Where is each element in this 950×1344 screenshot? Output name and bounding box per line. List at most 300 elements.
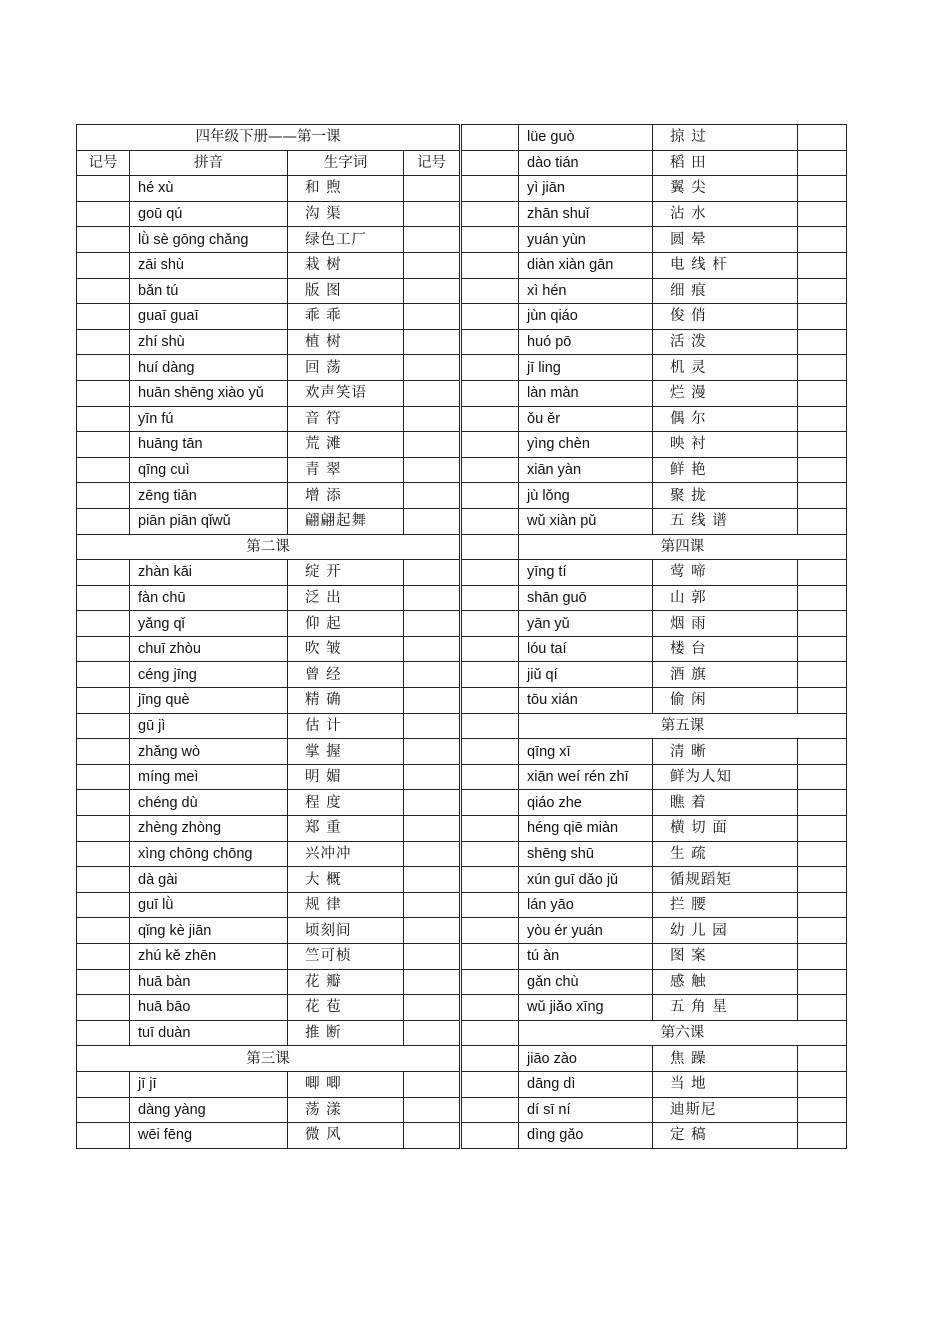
mark-cell (404, 995, 461, 1021)
mark-cell (461, 380, 519, 406)
mark-cell (798, 636, 847, 662)
mark-cell (404, 380, 461, 406)
word-cell: 烟 雨 (653, 611, 798, 637)
mark-cell (404, 688, 461, 714)
mark-cell (77, 201, 130, 227)
mark-cell (77, 585, 130, 611)
table-row (77, 841, 847, 867)
pinyin-cell: shēng shū (519, 841, 653, 867)
mark-cell (404, 790, 461, 816)
pinyin-cell: lóu taí (519, 636, 653, 662)
mark-cell (798, 227, 847, 253)
word-cell: 细 痕 (653, 278, 798, 304)
mark-cell (798, 1097, 847, 1123)
mark-cell (798, 892, 847, 918)
word-cell: 栽 树 (288, 252, 404, 278)
word-cell: 偷 闲 (653, 688, 798, 714)
mark-cell (77, 739, 130, 765)
pinyin-cell: ǒu ěr (519, 406, 653, 432)
pinyin-cell: xiān yàn (519, 457, 653, 483)
mark-cell (77, 227, 130, 253)
mark-cell (461, 892, 519, 918)
mark-cell (461, 688, 519, 714)
mark-cell (404, 892, 461, 918)
mark-cell (77, 611, 130, 637)
table-row (77, 918, 847, 944)
mark-cell (798, 406, 847, 432)
mark-cell (461, 1046, 519, 1072)
section-title-lesson5: 第五课 (519, 713, 847, 739)
pinyin-cell: lüe guò (519, 125, 653, 151)
mark-cell (798, 611, 847, 637)
mark-cell (77, 636, 130, 662)
mark-cell (461, 790, 519, 816)
pinyin-cell: huí dàng (130, 355, 288, 381)
word-cell: 回 荡 (288, 355, 404, 381)
table-row (77, 713, 847, 739)
pinyin-cell: huā bāo (130, 995, 288, 1021)
mark-cell (461, 457, 519, 483)
pinyin-cell: zhàn kāi (130, 560, 288, 586)
word-cell: 青 翠 (288, 457, 404, 483)
word-cell: 横 切 面 (653, 816, 798, 842)
table-row (77, 944, 847, 970)
mark-cell (798, 380, 847, 406)
mark-cell (461, 1123, 519, 1149)
table-row (77, 201, 847, 227)
mark-cell (461, 1071, 519, 1097)
pinyin-cell: jī jī (130, 1071, 288, 1097)
pinyin-cell: zhǎng wò (130, 739, 288, 765)
word-cell: 音 符 (288, 406, 404, 432)
pinyin-cell: guaī guaī (130, 304, 288, 330)
mark-cell (77, 1097, 130, 1123)
word-cell: 规 律 (288, 892, 404, 918)
mark-cell (77, 329, 130, 355)
word-cell: 酒 旗 (653, 662, 798, 688)
mark-cell (798, 201, 847, 227)
word-cell: 循规蹈矩 (653, 867, 798, 893)
mark-cell (798, 867, 847, 893)
pinyin-cell: jiǔ qí (519, 662, 653, 688)
mark-cell (404, 944, 461, 970)
word-cell: 吹 皱 (288, 636, 404, 662)
word-cell: 估 计 (288, 713, 404, 739)
mark-cell (798, 688, 847, 714)
mark-cell (404, 329, 461, 355)
mark-cell (461, 227, 519, 253)
word-cell: 精 确 (288, 688, 404, 714)
mark-cell (77, 841, 130, 867)
mark-cell (77, 867, 130, 893)
mark-cell (461, 585, 519, 611)
pinyin-cell: yì jiān (519, 176, 653, 202)
mark-cell (798, 252, 847, 278)
word-cell: 推 断 (288, 1020, 404, 1046)
word-cell: 欢声笑语 (288, 380, 404, 406)
pinyin-cell: zāi shù (130, 252, 288, 278)
table-row (77, 892, 847, 918)
pinyin-cell: yīn fú (130, 406, 288, 432)
mark-cell (798, 508, 847, 534)
pinyin-cell: yìng chèn (519, 432, 653, 458)
mark-cell (798, 969, 847, 995)
word-cell: 花 苞 (288, 995, 404, 1021)
mark-cell (461, 278, 519, 304)
vocabulary-table (76, 124, 847, 1149)
mark-cell (77, 252, 130, 278)
mark-cell (77, 380, 130, 406)
word-cell: 焦 躁 (653, 1046, 798, 1072)
mark-cell (798, 1046, 847, 1072)
mark-cell (404, 355, 461, 381)
table-row (77, 252, 847, 278)
mark-cell (404, 278, 461, 304)
header-words: 生字词 (288, 150, 404, 176)
mark-cell (404, 841, 461, 867)
pinyin-cell: qīng xī (519, 739, 653, 765)
mark-cell (461, 483, 519, 509)
pinyin-cell: zhān shuǐ (519, 201, 653, 227)
mark-cell (404, 867, 461, 893)
mark-cell (461, 329, 519, 355)
pinyin-cell: jù lǒng (519, 483, 653, 509)
word-cell: 沟 渠 (288, 201, 404, 227)
mark-cell (404, 176, 461, 202)
pinyin-cell: céng jīng (130, 662, 288, 688)
mark-cell (77, 1123, 130, 1149)
pinyin-cell: héng qiē miàn (519, 816, 653, 842)
table-row (77, 406, 847, 432)
pinyin-cell: lǜ sè gōng chǎng (130, 227, 288, 253)
mark-cell (461, 406, 519, 432)
mark-cell (404, 816, 461, 842)
mark-cell (798, 457, 847, 483)
table-row (77, 227, 847, 253)
word-cell: 兴冲冲 (288, 841, 404, 867)
pinyin-cell: goū qú (130, 201, 288, 227)
table-row (77, 764, 847, 790)
mark-cell (404, 457, 461, 483)
word-cell: 程 度 (288, 790, 404, 816)
pinyin-cell: hé xù (130, 176, 288, 202)
word-cell: 大 概 (288, 867, 404, 893)
pinyin-cell: yòu ér yuán (519, 918, 653, 944)
mark-cell (77, 457, 130, 483)
word-cell: 感 触 (653, 969, 798, 995)
mark-cell (404, 1123, 461, 1149)
word-cell: 俊 俏 (653, 304, 798, 330)
word-cell: 鲜 艳 (653, 457, 798, 483)
mark-cell (404, 969, 461, 995)
mark-cell (798, 918, 847, 944)
word-cell: 荡 漾 (288, 1097, 404, 1123)
mark-cell (77, 406, 130, 432)
pinyin-cell: yǎng qǐ (130, 611, 288, 637)
pinyin-cell: dí sī ní (519, 1097, 653, 1123)
pinyin-cell: chuī zhòu (130, 636, 288, 662)
pinyin-cell: jùn qiáo (519, 304, 653, 330)
pinyin-cell: yān yǔ (519, 611, 653, 637)
mark-cell (798, 1071, 847, 1097)
table-row (77, 662, 847, 688)
pinyin-cell: wēi fēng (130, 1123, 288, 1149)
word-cell: 机 灵 (653, 355, 798, 381)
word-cell: 幼 儿 园 (653, 918, 798, 944)
table-row (77, 688, 847, 714)
pinyin-cell: làn màn (519, 380, 653, 406)
mark-cell (461, 764, 519, 790)
mark-cell (798, 790, 847, 816)
mark-cell (461, 867, 519, 893)
word-cell: 映 衬 (653, 432, 798, 458)
pinyin-cell: xún guī dǎo jǔ (519, 867, 653, 893)
mark-cell (798, 355, 847, 381)
table-row (77, 329, 847, 355)
mark-cell (404, 585, 461, 611)
pinyin-cell: dìng gǎo (519, 1123, 653, 1149)
mark-cell (77, 892, 130, 918)
word-cell: 圆 晕 (653, 227, 798, 253)
pinyin-cell: gū jì (130, 713, 288, 739)
table-row (77, 150, 847, 176)
word-cell: 活 泼 (653, 329, 798, 355)
mark-cell (77, 483, 130, 509)
mark-cell (461, 918, 519, 944)
table-row (77, 355, 847, 381)
pinyin-cell: gǎn chù (519, 969, 653, 995)
pinyin-cell: dàng yàng (130, 1097, 288, 1123)
pinyin-cell: wǔ xiàn pǔ (519, 508, 653, 534)
word-cell: 微 风 (288, 1123, 404, 1149)
mark-cell (461, 662, 519, 688)
header-mark-2: 记号 (404, 150, 461, 176)
word-cell: 绿色工厂 (288, 227, 404, 253)
pinyin-cell: zhú kě zhēn (130, 944, 288, 970)
pinyin-cell: xì hén (519, 278, 653, 304)
mark-cell (798, 176, 847, 202)
word-cell: 植 树 (288, 329, 404, 355)
pinyin-cell: shān guō (519, 585, 653, 611)
mark-cell (798, 816, 847, 842)
mark-cell (77, 278, 130, 304)
mark-cell (404, 636, 461, 662)
table-row (77, 1097, 847, 1123)
mark-cell (461, 969, 519, 995)
table-row (77, 969, 847, 995)
mark-cell (404, 1097, 461, 1123)
word-cell: 聚 拢 (653, 483, 798, 509)
word-cell: 瞧 着 (653, 790, 798, 816)
word-cell: 沾 水 (653, 201, 798, 227)
mark-cell (798, 560, 847, 586)
mark-cell (404, 406, 461, 432)
pinyin-cell: dāng dì (519, 1071, 653, 1097)
pinyin-cell: zhèng zhòng (130, 816, 288, 842)
table-row (77, 1046, 847, 1072)
section-title-lesson2: 第二课 (77, 534, 461, 560)
mark-cell (404, 304, 461, 330)
word-cell: 竺可桢 (288, 944, 404, 970)
word-cell: 绽 开 (288, 560, 404, 586)
word-cell: 清 晰 (653, 739, 798, 765)
pinyin-cell: jīng què (130, 688, 288, 714)
pinyin-cell: tōu xián (519, 688, 653, 714)
section-title-lesson4: 第四课 (519, 534, 847, 560)
pinyin-cell: huāng tān (130, 432, 288, 458)
mark-cell (404, 739, 461, 765)
table-row (77, 1071, 847, 1097)
mark-cell (461, 432, 519, 458)
pinyin-cell: xìng chōng chōng (130, 841, 288, 867)
mark-cell (798, 585, 847, 611)
word-cell: 翼 尖 (653, 176, 798, 202)
mark-cell (77, 790, 130, 816)
table-row (77, 380, 847, 406)
pinyin-cell: wǔ jiǎo xīng (519, 995, 653, 1021)
table-row (77, 739, 847, 765)
mark-cell (461, 739, 519, 765)
mark-cell (404, 764, 461, 790)
word-cell: 增 添 (288, 483, 404, 509)
word-cell: 乖 乖 (288, 304, 404, 330)
word-cell: 掠 过 (653, 125, 798, 151)
table-row (77, 176, 847, 202)
mark-cell (461, 508, 519, 534)
mark-cell (798, 662, 847, 688)
mark-cell (404, 662, 461, 688)
table-row (77, 278, 847, 304)
word-cell: 五 角 星 (653, 995, 798, 1021)
mark-cell (404, 432, 461, 458)
word-cell: 五 线 谱 (653, 508, 798, 534)
mark-cell (461, 355, 519, 381)
word-cell: 掌 握 (288, 739, 404, 765)
pinyin-cell: dào tián (519, 150, 653, 176)
word-cell: 曾 经 (288, 662, 404, 688)
pinyin-cell: qiáo zhe (519, 790, 653, 816)
word-cell: 荒 滩 (288, 432, 404, 458)
mark-cell (461, 201, 519, 227)
mark-cell (404, 611, 461, 637)
pinyin-cell: zhí shù (130, 329, 288, 355)
word-cell: 版 图 (288, 278, 404, 304)
word-cell: 泛 出 (288, 585, 404, 611)
word-cell: 和 煦 (288, 176, 404, 202)
table-body (77, 125, 847, 1149)
word-cell: 电 线 杆 (653, 252, 798, 278)
table-row (77, 560, 847, 586)
word-cell: 鲜为人知 (653, 764, 798, 790)
mark-cell (461, 636, 519, 662)
mark-cell (461, 841, 519, 867)
table-row (77, 1123, 847, 1149)
mark-cell (404, 227, 461, 253)
table-row (77, 585, 847, 611)
pinyin-cell: tuī duàn (130, 1020, 288, 1046)
word-cell: 莺 啼 (653, 560, 798, 586)
mark-cell (77, 662, 130, 688)
word-cell: 楼 台 (653, 636, 798, 662)
pinyin-cell: huān shēng xiào yǔ (130, 380, 288, 406)
table-row (77, 636, 847, 662)
table-row (77, 790, 847, 816)
mark-cell (77, 969, 130, 995)
mark-cell (77, 304, 130, 330)
table-row (77, 995, 847, 1021)
mark-cell (798, 432, 847, 458)
mark-cell (461, 611, 519, 637)
mark-cell (77, 816, 130, 842)
mark-cell (77, 944, 130, 970)
pinyin-cell: zēng tiān (130, 483, 288, 509)
mark-cell (798, 764, 847, 790)
mark-cell (404, 252, 461, 278)
mark-cell (461, 252, 519, 278)
word-cell: 图 案 (653, 944, 798, 970)
word-cell: 生 疏 (653, 841, 798, 867)
mark-cell (77, 432, 130, 458)
word-cell: 花 瓣 (288, 969, 404, 995)
word-cell: 顷刻间 (288, 918, 404, 944)
mark-cell (77, 918, 130, 944)
pinyin-cell: yuán yùn (519, 227, 653, 253)
mark-cell (461, 816, 519, 842)
table-row (77, 457, 847, 483)
header-mark: 记号 (77, 150, 130, 176)
table-row (77, 611, 847, 637)
mark-cell (77, 713, 130, 739)
table-title: 四年级下册——第一课 (77, 125, 461, 151)
table-row (77, 508, 847, 534)
pinyin-cell: tú àn (519, 944, 653, 970)
mark-cell (77, 764, 130, 790)
section-title-lesson6: 第六课 (519, 1020, 847, 1046)
mark-cell (77, 995, 130, 1021)
pinyin-cell: xiān weí rén zhī (519, 764, 653, 790)
mark-cell (798, 739, 847, 765)
pinyin-cell: lán yāo (519, 892, 653, 918)
mark-cell (404, 483, 461, 509)
pinyin-cell: piān piān qǐwǔ (130, 508, 288, 534)
pinyin-cell: jī ling (519, 355, 653, 381)
word-cell: 偶 尔 (653, 406, 798, 432)
pinyin-cell: qīng cuì (130, 457, 288, 483)
mark-cell (77, 1071, 130, 1097)
table-row (77, 483, 847, 509)
mark-cell (404, 713, 461, 739)
word-cell: 拦 腰 (653, 892, 798, 918)
mark-cell (77, 176, 130, 202)
pinyin-cell: jiāo zào (519, 1046, 653, 1072)
mark-cell (404, 560, 461, 586)
mark-cell (77, 560, 130, 586)
mark-cell (77, 508, 130, 534)
pinyin-cell: diàn xiàn gān (519, 252, 653, 278)
word-cell: 定 稿 (653, 1123, 798, 1149)
mark-cell (461, 944, 519, 970)
pinyin-cell: yīng tí (519, 560, 653, 586)
mark-cell (461, 995, 519, 1021)
word-cell: 仰 起 (288, 611, 404, 637)
mark-cell (404, 1071, 461, 1097)
mark-cell (404, 1020, 461, 1046)
mark-cell (798, 304, 847, 330)
pinyin-cell: qǐng kè jiān (130, 918, 288, 944)
table-row (77, 125, 847, 151)
pinyin-cell: chéng dù (130, 790, 288, 816)
mark-cell (798, 995, 847, 1021)
